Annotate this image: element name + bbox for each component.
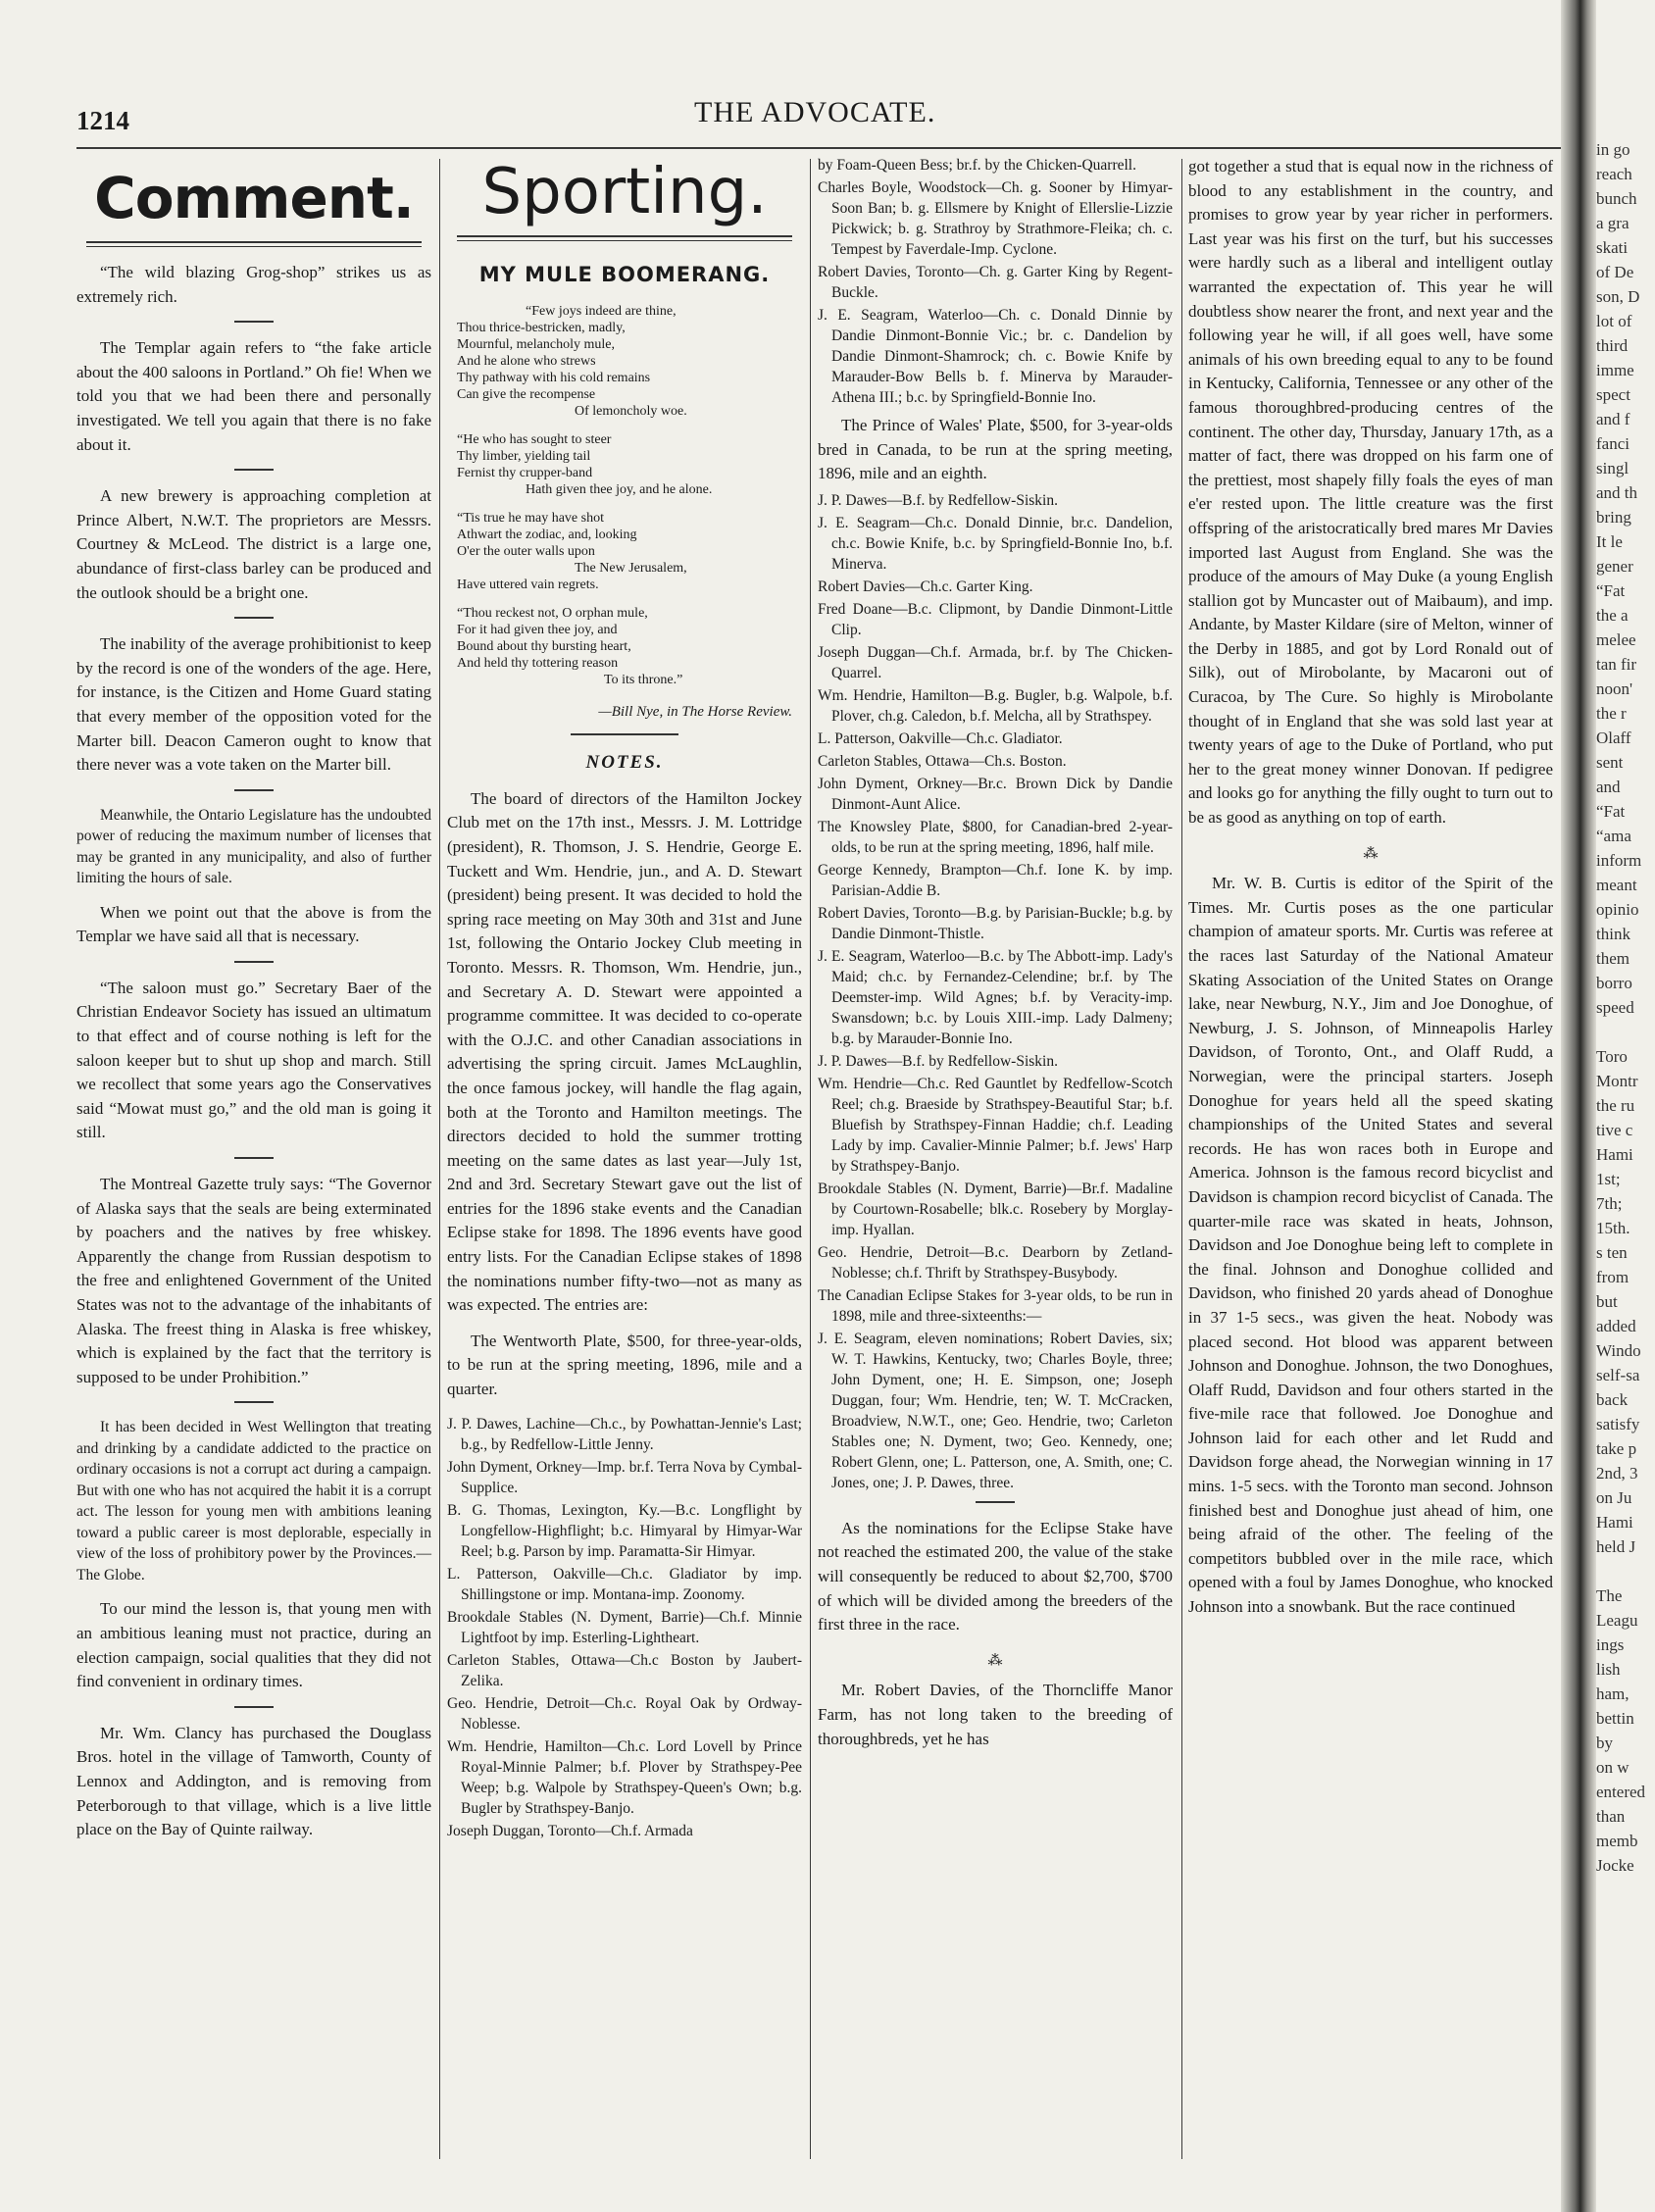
adjacent-page-line: the a bbox=[1596, 606, 1629, 625]
column-divider bbox=[439, 159, 440, 2159]
adjacent-page-line: bring bbox=[1596, 508, 1631, 527]
adjacent-page-line: son, D bbox=[1596, 287, 1640, 306]
stake-entry: Fred Doane—B.c. Clipmont, by Dandie Dinmont-Little Clip. bbox=[818, 600, 1173, 638]
notes-paragraph: got together a stud that is equal now in the richness of blood to any establishment in the country, and promises to grow year by year richer in performers. Last year was his first on the turf, but his successes were hardly such as a liberal and intelligent outlay warranted the expectation of. This year he will doubtless show nearer the front, and next year and the following year he will, if all goes well, have some animals of his own breeding equal to any to be found in Kentucky, California, Tennessee or any other of the famous thoroughbred-producing centres of the continent. The other day, Thursday, January 17th, as a matter of fact, there was dropped on his farm one of the prettiest, most shapely filly foals the eyes of man e'er rested upon. The little creature was the first offspring of the aristocratically bred mares Mr Davies imported last August from England. She was the produce of the amours of May Duke (a young English stallion got by Muncaster out of Maibaum), and imp. Andante, by Master Kildare (sire of Melton, winner of the Derby in 1885, and got by Lord Ronald out of Silk), out of Mirobolante, by Macaroni out of Curacoa, by The Cure. So highly is Mirobolante thought of in England that she was sold last year at twenty years of age to the Duke of Portland, who put her to the great money winner Donovan. If pedigree and looks go for anything the filly ought to turn out to be as good as anything on top of earth. bbox=[1188, 157, 1553, 828]
column-divider bbox=[810, 159, 811, 2159]
adjacent-page-line: sent bbox=[1596, 753, 1624, 772]
notes-heading: NOTES. bbox=[585, 752, 664, 774]
comment-paragraph: “The saloon must go.” Secretary Baer of the Christian Endeavor Society has issued an ultimatum to that effect and of course nothing is left for the saloon keeper but to shut up shop and march. Still we recollect that some years ago the Conservatives said “Mowat must go,” and the old man is going it still. bbox=[76, 978, 431, 1142]
column-sporting bbox=[447, 147, 802, 1843]
adjacent-page-line: take p bbox=[1596, 1439, 1637, 1458]
adjacent-page-line: but bbox=[1596, 1292, 1618, 1311]
stake-entry: L. Patterson, Oakville—Ch.c. Gladiator. bbox=[818, 729, 1063, 747]
adjacent-page-line: inform bbox=[1596, 851, 1642, 870]
comment-paragraph: “The wild blazing Grog-shop” strikes us as extremely rich. bbox=[76, 263, 431, 306]
stake-entry: J. P. Dawes, Lachine—Ch.c., by Powhattan-Jennie's Last; b.g., by Redfellow-Little Jenny. bbox=[447, 1415, 802, 1453]
separator-dash bbox=[234, 1157, 274, 1159]
poem-line: Can give the recompense bbox=[457, 386, 596, 402]
adjacent-page-line: meant bbox=[1596, 876, 1637, 894]
poem-line: Hath given thee joy, and he alone. bbox=[526, 481, 713, 497]
comment-paragraph: The Templar again refers to “the fake article about the 400 saloons in Portland.” Oh fie! When we told you that we had been there and personally investigated. We tell you again that there is no fake about it. bbox=[76, 338, 431, 454]
adjacent-page-line bbox=[1596, 1020, 1655, 1044]
stake-entry: Robert Davies, Toronto—Ch. g. Garter King by Regent-Buckle. bbox=[818, 264, 1173, 301]
adjacent-page-line: the r bbox=[1596, 704, 1627, 723]
stake-entry: J. E. Seagram—Ch.c. Donald Dinnie, br.c. Dandelion, ch.c. Bowie Knife, b.c. by Springfield-Bonnie Ino, b.f. Minerva. bbox=[818, 514, 1173, 573]
stake-entry: L. Patterson, Oakville—Ch.c. Gladiator by imp. Shillingstone or imp. Montana-imp. Zoonomy. bbox=[447, 1565, 802, 1603]
adjacent-page-line: Hami bbox=[1596, 1145, 1633, 1164]
adjacent-page-line: tive c bbox=[1596, 1121, 1633, 1139]
stake-entry: Carleton Stables, Ottawa—Ch.s. Boston. bbox=[818, 752, 1067, 770]
comment-heading: Comment. bbox=[94, 165, 414, 231]
stake-entry: J. E. Seagram, Waterloo—Ch. c. Donald Dinnie by Dandie Dinmont-Bonnie Vic.; br. c. Dandelion by Dandie Dinmont-Shamrock; ch. c. Bowie Knife by Marauder-Bow Bells b. f. Minerva by Marauder-Athena III.; b.c. by Springfield-Bonnie Ino. bbox=[818, 307, 1173, 406]
stake-entry: by Foam-Queen Bess; br.f. by the Chicken-Quarrell. bbox=[818, 157, 1136, 174]
adjacent-page-line: and bbox=[1596, 778, 1621, 796]
adjacent-page-line: singl bbox=[1596, 459, 1630, 478]
stake-entry: Carleton Stables, Ottawa—Ch.c Boston by Jaubert-Zelika. bbox=[447, 1651, 802, 1689]
adjacent-page-line: and f bbox=[1596, 410, 1630, 428]
stake-description: The Canadian Eclipse Stakes for 3-year olds, to be run in 1898, mile and three-sixteenths:— bbox=[818, 1286, 1173, 1325]
adjacent-page-line: Leagu bbox=[1596, 1611, 1638, 1630]
stake-entry: B. G. Thomas, Lexington, Ky.—B.c. Longflight by Longfellow-Highflight; b.c. Himyaral by Himyar-War Reel; b.g. Parson by imp. Paramatta-Sir Himyar. bbox=[447, 1501, 802, 1560]
comment-paragraph: When we point out that the above is from the Templar we have said all that is necessary. bbox=[76, 902, 431, 946]
adjacent-page-line: entered bbox=[1596, 1783, 1646, 1801]
stake-entry: John Dyment, Orkney—Br.c. Brown Dick by Dandie Dinmont-Aunt Alice. bbox=[818, 775, 1173, 813]
adjacent-page-line: 15th. bbox=[1596, 1219, 1630, 1237]
separator-dash bbox=[234, 789, 274, 791]
adjacent-page-line: “Fat bbox=[1596, 581, 1626, 600]
comment-paragraph: Meanwhile, the Ontario Legislature has the undoubted power of reducing the maximum number of licenses that may be granted in any municipality, and also of further limiting the hours of sale. bbox=[76, 806, 431, 887]
adjacent-page-line: on Ju bbox=[1596, 1488, 1632, 1507]
adjacent-page-line: fanci bbox=[1596, 434, 1630, 453]
poem-line: Fernist thy crupper-band bbox=[457, 465, 593, 480]
adjacent-page-line: held J bbox=[1596, 1537, 1636, 1556]
adjacent-page-line: reach bbox=[1596, 165, 1632, 183]
adjacent-page-line: Jocke bbox=[1596, 1856, 1634, 1875]
poem-stanza bbox=[457, 510, 802, 593]
stake-entry: Wm. Hendrie, Hamilton—Ch.c. Lord Lovell by Prince Royal-Minnie Palmer; b.f. Plover by Strathspey-Pee Weep; b.g. Walpole by Strathspey-Queen's Own; b.g. Bugler by Strathspey-Banjo. bbox=[447, 1737, 802, 1817]
separator-dash bbox=[234, 617, 274, 619]
poem-line: Athwart the zodiac, and, looking bbox=[457, 527, 637, 542]
adjacent-page-line: borro bbox=[1596, 974, 1632, 992]
separator-dash bbox=[234, 1706, 274, 1708]
heading-rule bbox=[457, 235, 792, 241]
adjacent-page-line: lish bbox=[1596, 1660, 1621, 1679]
adjacent-page-line: skati bbox=[1596, 238, 1629, 257]
adjacent-page-line: of De bbox=[1596, 263, 1634, 281]
column-divider bbox=[1181, 159, 1182, 2159]
adjacent-page-line: Hami bbox=[1596, 1513, 1633, 1532]
adjacent-page-line bbox=[1596, 1559, 1655, 1584]
poem-line: Thy pathway with his cold remains bbox=[457, 370, 651, 385]
poem-line: Have uttered vain regrets. bbox=[457, 577, 599, 592]
stake-entry: Robert Davies—Ch.c. Garter King. bbox=[818, 578, 1033, 595]
notes-paragraph: The board of directors of the Hamilton Jockey Club met on the 17th inst., Messrs. J. M. Lottridge (president), R. Thomson, J. S. Hendrie, George E. Tuckett and Wm. Hendrie, jun., and A. D. Stewart (president) being present. It was decided to hold the spring race meeting on May 30th and 31st and June 1st, following the Ontario Jockey Club meeting in Toronto. Messrs. R. Thomson, Wm. Hendrie, jun., and Secretary A. D. Stewart were appointed a programme committee. It was decided to co-operate with the O.J.C. and other Canadian associations in advertising the spring circuit. James McLaughlin, the once famous jockey, will handle the flag again, both at the Toronto and Hamilton meetings. The directors decided to hold the summer trotting meeting on the same dates as last year—July 1st, 2nd and 3rd. Secretary Stewart gave out the list of entries for the 1896 stake events and the Canadian Eclipse stake for 1898. The 1896 events have good entry lists. For the Canadian Eclipse stakes of 1898 the nominations number fifty-two—not as many as was expected. The entries are: bbox=[447, 788, 802, 1315]
stake-entry: J. P. Dawes—B.f. by Redfellow-Siskin. bbox=[818, 491, 1058, 509]
adjacent-page-line: them bbox=[1596, 949, 1630, 968]
poem-line: To its throne.” bbox=[604, 672, 683, 687]
adjacent-page-line: 1st; bbox=[1596, 1170, 1621, 1188]
adjacent-page-line: gener bbox=[1596, 557, 1633, 576]
adjacent-page-line: speed bbox=[1596, 998, 1634, 1017]
adjacent-page-line: ings bbox=[1596, 1635, 1625, 1654]
comment-paragraph: To our mind the lesson is, that young men with an ambitious leaning must not practice, during an election campaign, social qualities that they did not find convenient in ordinary times. bbox=[76, 1599, 431, 1691]
notes-paragraph: The Wentworth Plate, $500, for three-year-olds, to be run at the spring meeting, 1896, mile and a quarter. bbox=[447, 1331, 802, 1399]
poem-line: Bound about thy bursting heart, bbox=[457, 638, 631, 654]
adjacent-page-line: ham, bbox=[1596, 1684, 1630, 1703]
adjacent-page-line: melee bbox=[1596, 630, 1636, 649]
separator-dash bbox=[234, 469, 274, 471]
adjacent-page-line: imme bbox=[1596, 361, 1634, 379]
column-entries bbox=[818, 155, 1173, 1763]
column-racing-news bbox=[1188, 155, 1553, 1632]
adjacent-page-line: self-sa bbox=[1596, 1366, 1640, 1384]
poem-line: Thou thrice-bestricken, madly, bbox=[457, 320, 626, 335]
adjacent-page-line: and th bbox=[1596, 483, 1638, 502]
adjacent-page-line: from bbox=[1596, 1268, 1630, 1286]
stake-entry: Geo. Hendrie, Detroit—B.c. Dearborn by Zetland-Noblesse; ch.f. Thrift by Strathspey-Busybody. bbox=[818, 1243, 1173, 1282]
stake-description: The Prince of Wales' Plate, $500, for 3-year-olds bred in Canada, to be run at the spring meeting, 1896, mile and an eighth. bbox=[818, 416, 1173, 483]
stake-entry: J. E. Seagram, Waterloo—B.c. by The Abbott-imp. Lady's Maid; ch.c. by Fernandez-Celendine; br.f. by The Deemster-imp. Wild Agnes; b.f. by Veracity-imp. Swansdown; b.c. by Louis XIII.-imp. Lady Dalmeny; b.g. by Marauder-Bonnie Ino. bbox=[818, 947, 1173, 1047]
adjacent-page-line: a gra bbox=[1596, 214, 1630, 232]
adjacent-page-line: by bbox=[1596, 1734, 1613, 1752]
adjacent-page-line: The bbox=[1596, 1586, 1623, 1605]
poem-line: Of lemoncholy woe. bbox=[575, 403, 687, 419]
eclipse-nominations: J. E. Seagram, eleven nominations; Robert Davies, six; W. T. Hawkins, Kentucky, two; Charles Boyle, three; John Dyment, one; H. E. Simpson, one; Joseph Duggan, four; Wm. Hendrie, ten; W. T. McCracken, Broadview, N.W.T., one; Geo. Hendrie, two; Carleton Stables one; N. Dyment, two; Geo. Kennedy, one; Robert Glenn, one; L. Patterson, one, A. Smith, one; C. Jones, one; J. P. Dawes, three. bbox=[818, 1330, 1173, 1491]
poem-line: For it had given thee joy, and bbox=[457, 622, 618, 637]
comment-paragraph: It has been decided in West Wellington that treating and drinking by a candidate addicted to the practice on ordinary occasions is not a corrupt act during a campaign. But with one who has not acquired the habit it is a corrupt act. The lesson for young men with ambitions leaning toward a public career is most deplorable, especially in view of the loss of prohibitory power by the Provinces.—The Globe. bbox=[76, 1419, 431, 1584]
comment-paragraph: Mr. Wm. Clancy has purchased the Douglass Bros. hotel in the village of Tamworth, County of Lennox and Addington, and is removing from Peterborough to that village, which is a live little place on the Bay of Quinte railway. bbox=[76, 1723, 431, 1839]
adjacent-page-line: “ama bbox=[1596, 827, 1631, 845]
stake-entry: Wm. Hendrie—Ch.c. Red Gauntlet by Redfellow-Scotch Reel; ch.g. Braeside by Strathspey-Beautiful Star; b.f. Bluefish by Strathspey-Finnan Haddie; ch.f. Leading Lady by imp. Cavalier-Minnie Palmer; b.f. Jews' Harp by Strathspey-Banjo. bbox=[818, 1075, 1173, 1175]
adjacent-page-line: opinio bbox=[1596, 900, 1639, 919]
adjacent-page-line: the ru bbox=[1596, 1096, 1635, 1115]
heading-rule bbox=[86, 241, 422, 247]
adjacent-page-line: in go bbox=[1596, 140, 1630, 159]
adjacent-page-line: s ten bbox=[1596, 1243, 1628, 1262]
stake-entry: Charles Boyle, Woodstock—Ch. g. Sooner by Himyar-Soon Ban; b. g. Ellsmere by Knight of Ellerslie-Lizzie Pickwick; b. g. Strathroy by Strathmore-Fleika; ch. c. Tempest by Faverdale-Imp. Cyclone. bbox=[818, 179, 1173, 258]
adjacent-page-line: bettin bbox=[1596, 1709, 1634, 1728]
page-header bbox=[76, 94, 1204, 143]
poem-line: And held thy tottering reason bbox=[457, 655, 619, 671]
stake-entry: Wm. Hendrie, Hamilton—B.g. Bugler, b.g. Walpole, b.f. Plover, ch.g. Caledon, b.f. Melcha, all by Strathspey. bbox=[818, 686, 1173, 725]
separator-dash bbox=[976, 1501, 1015, 1503]
adjacent-page-line: added bbox=[1596, 1317, 1636, 1335]
adjacent-page-line: third bbox=[1596, 336, 1629, 355]
poem-line: The New Jerusalem, bbox=[575, 560, 687, 576]
comment-paragraph: A new brewery is approaching completion at Prince Albert, N.W.T. The proprietors are Messrs. Courtney & McLeod. The district is a large one, abundance of first-class barley can be produced and the outlook should be a bright one. bbox=[76, 486, 431, 602]
poem-line: Thy limber, yielding tail bbox=[457, 448, 591, 464]
poem-title: MY MULE BOOMERANG. bbox=[478, 263, 771, 286]
poem-stanza bbox=[457, 303, 802, 420]
column-comment bbox=[76, 147, 431, 1854]
page-gutter-shadow bbox=[1561, 0, 1596, 2212]
poem-line: “Few joys indeed are thine, bbox=[526, 303, 677, 319]
adjacent-page-line: back bbox=[1596, 1390, 1629, 1409]
adjacent-page-line: than bbox=[1596, 1807, 1626, 1826]
separator-dash bbox=[234, 321, 274, 323]
adjacent-page-line: 7th; bbox=[1596, 1194, 1623, 1213]
adjacent-page-fragment bbox=[1596, 137, 1655, 2098]
poem-line: And he alone who strews bbox=[457, 353, 596, 369]
adjacent-page-line: spect bbox=[1596, 385, 1630, 404]
adjacent-page-line: on w bbox=[1596, 1758, 1630, 1777]
poem-line: “He who has sought to steer bbox=[457, 431, 612, 447]
notes-paragraph: As the nominations for the Eclipse Stake have not reached the estimated 200, the value of the stake will consequently be reduced to about $2,700, $700 of which will be divided among the breeders of the first three in the race. bbox=[818, 1518, 1173, 1634]
stake-entry: John Dyment, Orkney—Imp. br.f. Terra Nova by Cymbal-Supplice. bbox=[447, 1458, 802, 1496]
stake-description: The Knowsley Plate, $800, for Canadian-bred 2-year-olds, to be run at the spring meeting, 1896, half mile. bbox=[818, 818, 1173, 856]
notes-paragraph: Mr. Robert Davies, of the Thorncliffe Manor Farm, has not long taken to the breeding of thoroughbreds, yet he has bbox=[818, 1681, 1173, 1748]
adjacent-page-line: lot of bbox=[1596, 312, 1632, 330]
adjacent-page-line: It le bbox=[1596, 532, 1623, 551]
running-title: THE ADVOCATE. bbox=[694, 96, 936, 128]
adjacent-page-line: Olaff bbox=[1596, 729, 1631, 747]
poem-line: “Tis true he may have shot bbox=[457, 510, 604, 526]
poem-line: O'er the outer walls upon bbox=[457, 543, 595, 559]
adjacent-page-line: think bbox=[1596, 925, 1630, 943]
stake-entry: J. P. Dawes—B.f. by Redfellow-Siskin. bbox=[818, 1052, 1058, 1070]
sporting-heading: Sporting. bbox=[481, 156, 768, 228]
adjacent-page-line: tan fir bbox=[1596, 655, 1637, 674]
notes-paragraph: Mr. W. B. Curtis is editor of the Spirit of the Times. Mr. Curtis poses as the one particular champion of amateur sports. Mr. Curtis was referee at the races last Saturday of the National Amateur Skating Association of the United States on Orange lake, near Newburg, N.Y., Jim and Joe Donoghue, of Newburg, J. S. Johnson, of Minneapolis Harley Davidson, of Toronto, Ont., and Olaff Rudd, a Norwegian, were the principal starters. Joseph Donoghue for years held all the speed skating championships of the United States and several records. He has won races both in Europe and America. Johnson is the famous record bicyclist and Davidson is champion record bicyclist of Canada. The quarter-mile race was skated in heats, Johnson, Davidson and Joe Donoghue being left to complete in the final. Johnson and Donoghue collided and Davidson, who finished 20 yards ahead of Donoghue in 37 1-5 secs., was given the heat. Nobody was placed second. Hot blood was apparent between Johnson and Donoghue. Johnson, the two Donoghues, Olaff Rudd, Davidson and four others started in the five-mile race that followed. Joe Donoghue and Johnson laid for each other and let Rudd and Davidson forge ahead, the Norwegian winning in 17 mins. 1-5 secs. with the Toronto man second. Johnson finished best and Donoghue just ahead of him, one being afraid of the other. The feeling of the competitors bubbled over in the mile race, which opened with a foul by James Donoghue, who knocked Johnson into a snowbank. But the race continued bbox=[1188, 874, 1553, 1617]
adjacent-page-line: satisfy bbox=[1596, 1415, 1640, 1433]
asterism: ⁂ bbox=[1363, 845, 1379, 862]
stake-entry: Brookdale Stables (N. Dyment, Barrie)—Ch.f. Minnie Lightfoot by imp. Esterling-Lightheart. bbox=[447, 1608, 802, 1646]
comment-paragraph: The inability of the average prohibitionist to keep by the record is one of the wonders of the age. Here, for instance, is the Citizen and Home Guard stating that every member of the opposition voted for the Marter bill. Deacon Cameron ought to know that there never was a vote taken on the Marter bill. bbox=[76, 634, 431, 775]
adjacent-page-line: Toro bbox=[1596, 1047, 1628, 1066]
stake-entry: Joseph Duggan, Toronto—Ch.f. Armada bbox=[447, 1822, 693, 1839]
adjacent-page-line: noon' bbox=[1596, 679, 1633, 698]
page-number: 1214 bbox=[76, 106, 129, 135]
asterism: ⁂ bbox=[987, 1652, 1003, 1669]
poem-line: “Thou reckest not, O orphan mule, bbox=[457, 605, 648, 621]
poem-credit: —Bill Nye, in The Horse Review. bbox=[598, 703, 792, 720]
separator-dash bbox=[234, 1401, 274, 1403]
stake-entry: Brookdale Stables (N. Dyment, Barrie)—Br.f. Madaline by Courtown-Rosabelle; blk.c. Rosebery by Morglay-imp. Hyallan. bbox=[818, 1180, 1173, 1238]
adjacent-page-line: “Fat bbox=[1596, 802, 1626, 821]
poem-line: Mournful, melancholy mule, bbox=[457, 336, 615, 352]
adjacent-page-line: memb bbox=[1596, 1832, 1638, 1850]
stake-entry: Geo. Hendrie, Detroit—Ch.c. Royal Oak by Ordway-Noblesse. bbox=[447, 1694, 802, 1733]
adjacent-page-line: bunch bbox=[1596, 189, 1637, 208]
stake-entry: George Kennedy, Brampton—Ch.f. Ione K. by imp. Parisian-Addie B. bbox=[818, 861, 1173, 899]
stake-entry: Robert Davies, Toronto—B.g. by Parisian-Buckle; b.g. by Dandie Dinmont-Thistle. bbox=[818, 904, 1173, 942]
comment-paragraph: The Montreal Gazette truly says: “The Governor of Alaska says that the seals are being exterminated by poachers and the natives by free whiskey. Apparently the change from Russian despotism to the free and enlightened Government of the United States was not to the advantage of the inhabitants of Alaska. The freest thing in Alaska is free whiskey, which is explained by the fact that the territory is supposed to be under Prohibition.” bbox=[76, 1175, 431, 1386]
separator-dash bbox=[571, 733, 678, 735]
stake-entry: Joseph Duggan—Ch.f. Armada, br.f. by The Chicken-Quarrel. bbox=[818, 643, 1173, 681]
adjacent-page-line: Windo bbox=[1596, 1341, 1641, 1360]
adjacent-page-line: Montr bbox=[1596, 1072, 1638, 1090]
poem-stanza bbox=[457, 605, 802, 688]
adjacent-page-line: 2nd, 3 bbox=[1596, 1464, 1638, 1483]
separator-dash bbox=[234, 961, 274, 963]
poem-stanza bbox=[457, 431, 802, 498]
